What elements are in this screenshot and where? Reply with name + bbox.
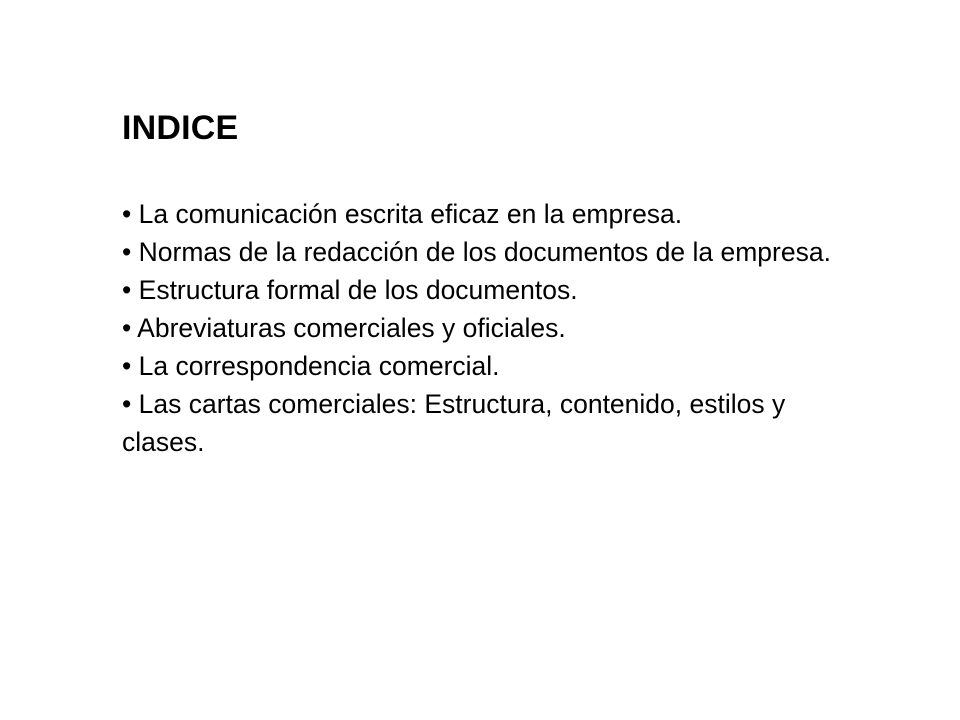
index-item-1: • La comunicación escrita eficaz en la empresa. — [122, 199, 683, 229]
index-item-3: • Estructura formal de los documentos. — [122, 275, 578, 305]
index-item-2: • Normas de la redacción de los documentos de la empresa. — [122, 237, 831, 267]
index-item-6: • Las cartas comerciales: Estructura, contenido, estilos y clases. — [122, 389, 786, 457]
index-item-4: • Abreviaturas comerciales y oficiales. — [122, 313, 566, 343]
index-list — [122, 195, 862, 461]
index-item-5: • La correspondencia comercial. — [122, 351, 500, 381]
slide-title: INDICE — [122, 109, 239, 147]
